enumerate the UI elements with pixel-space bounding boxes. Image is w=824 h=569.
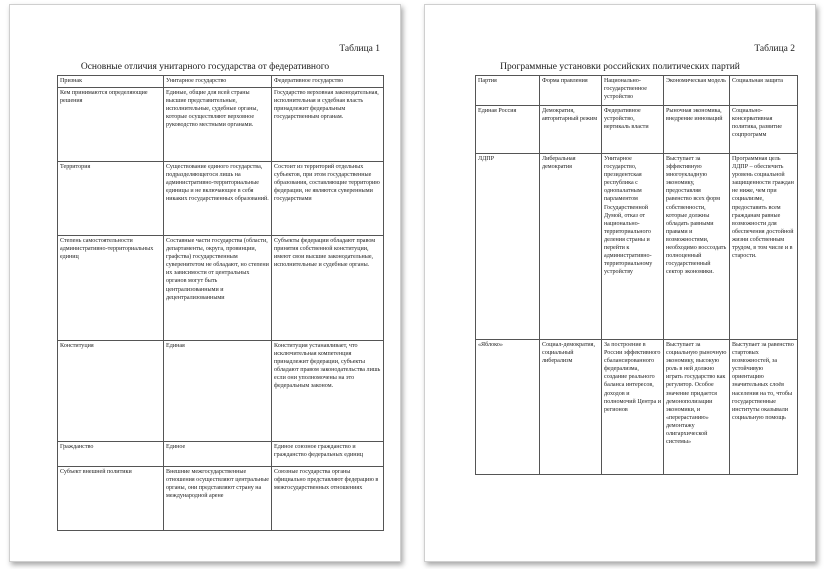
table-cell: Существование единого государства, подразделяющегося лишь на административно-территориальные единицы и не включающее в себя никаких государственных образований.: [164, 162, 272, 236]
table-cell: Социал-демократия, социальный либерализм: [540, 340, 602, 475]
unitary-vs-federal-table: [57, 75, 384, 531]
table-cell: Единое: [164, 442, 272, 467]
table-row: [476, 106, 798, 154]
header-cell: Партия: [476, 76, 540, 106]
table-row: [58, 236, 384, 341]
table-1-label: Таблица 1: [339, 44, 380, 54]
table-2-title: Программные установки российских политических партий: [500, 62, 740, 72]
table-cell: Территория: [58, 162, 164, 236]
table-cell: Внешние межгосударственные отношения осуществляют центральные органы, они представляют страну на международной арене: [164, 467, 272, 531]
document-page-1: [9, 4, 401, 562]
table-cell: Государство верховная законодательная, исполнительная и судебная власть принадлежит федеральным государственным органам.: [272, 88, 384, 162]
table-header-row: [476, 76, 798, 106]
header-cell: Унитарное государство: [164, 76, 272, 88]
header-cell: Форма правления: [540, 76, 602, 106]
table-cell: Единая: [164, 341, 272, 442]
table-row: [476, 154, 798, 340]
table-cell: Составные части государства (области, департаменты, округа, провинции, графства) государственным суверенитетом не обладают, но степени их зависимости от центральных органов могут быть централизованными и децентрализованными: [164, 236, 272, 341]
table-cell: Демократия, авторитарный режим: [540, 106, 602, 154]
table-row: [58, 88, 384, 162]
table-cell: За построение в России эффективного сбалансированного федерализма, создание реального баланса интересов, доходов и полномочий Центра и регионов: [602, 340, 664, 475]
table-row: [58, 442, 384, 467]
table-row: [476, 340, 798, 475]
table-header-row: [58, 76, 384, 88]
table-cell: Выступает за эффективную многоукладную экономику, предоставляя равенство всех форм собственности, которые должны обладать равными правами и возможностями, необходимо воссоздать полноценный государственный сектор экономики.: [664, 154, 730, 340]
header-cell: Экономическая модель: [664, 76, 730, 106]
header-cell: Федеративное государство: [272, 76, 384, 88]
party-programs-table: [475, 75, 798, 475]
table-cell: Кем принимаются определяющие решения: [58, 88, 164, 162]
header-cell: Социальная защита: [730, 76, 798, 106]
table-cell: Конституция: [58, 341, 164, 442]
table-cell: Состоит из территорий отдельных субъектов, при этом государственные образования, составляющие территорию федерации, не являются суверенными государствами: [272, 162, 384, 236]
table-cell: Федеративное устройство, вертикаль власти: [602, 106, 664, 154]
table-cell: Выступает за социальную рыночную экономику, высокую роль в ней должно играть государство как регулятор. Особое значение придается демонополизации экономики, и «перерастанию» демонтажу олигархической системы»: [664, 340, 730, 475]
table-row: [58, 162, 384, 236]
table-cell: Единые, общие для всей страны высшие представительные, исполнительные, судебные органы, которые осуществляют верховное руководство местными органами.: [164, 88, 272, 162]
table-cell: Либеральная демократия: [540, 154, 602, 340]
table-cell: Единая Россия: [476, 106, 540, 154]
table-row: [58, 467, 384, 531]
table-row: [58, 341, 384, 442]
table-cell: ЛДПР: [476, 154, 540, 340]
header-cell: Признак: [58, 76, 164, 88]
table-cell: Социально-консервативная политика, развитие соцпрограмм: [730, 106, 798, 154]
table-cell: Конституция устанавливает, что исключительная компетенция принадлежит федерации, субъекты обладают правом законодательства лишь если они уполномочены на это федеральным законом.: [272, 341, 384, 442]
table-cell: Программная цель ЛДПР – обеспечить уровень социальной защищенности граждан не ниже, чем при социализме, предоставить всем гражданам равные возможности для обеспечения достойной жизни собственным трудом, в том числе и в старости.: [730, 154, 798, 340]
table-cell: «Яблоко»: [476, 340, 540, 475]
table-cell: Единое союзное гражданство и гражданство федеральных единиц: [272, 442, 384, 467]
table-cell: Рыночная экономика, внедрение инноваций: [664, 106, 730, 154]
document-page-2: [424, 4, 816, 562]
header-cell: Национально-государственное устройство: [602, 76, 664, 106]
table-1-title: Основные отличия унитарного государства от федеративного: [80, 62, 330, 72]
table-cell: Субъект внешней политики: [58, 467, 164, 531]
table-2-label: Таблица 2: [754, 44, 795, 54]
table-cell: Субъекты федерации обладают правом принятия собственной конституции, имеют свои высшие законодательные, исполнительные и судебные органы.: [272, 236, 384, 341]
table-cell: Союзные государства органы официально представляют федерацию в межгосударственных отношениях: [272, 467, 384, 531]
table-cell: Степень самостоятельности административно-территориальных единиц: [58, 236, 164, 341]
table-cell: Унитарное государство, президентская республика с однопалатным парламентом Государственной Думой, отказ от национально-территориального деления страны и перейти к административно-территориальному устройству: [602, 154, 664, 340]
table-cell: Выступает за равенство стартовых возможностей, за устойчивую ориентацию значительных слоёв населения на то, чтобы государственные институты оказывали социальную помощь: [730, 340, 798, 475]
table-cell: Гражданство: [58, 442, 164, 467]
